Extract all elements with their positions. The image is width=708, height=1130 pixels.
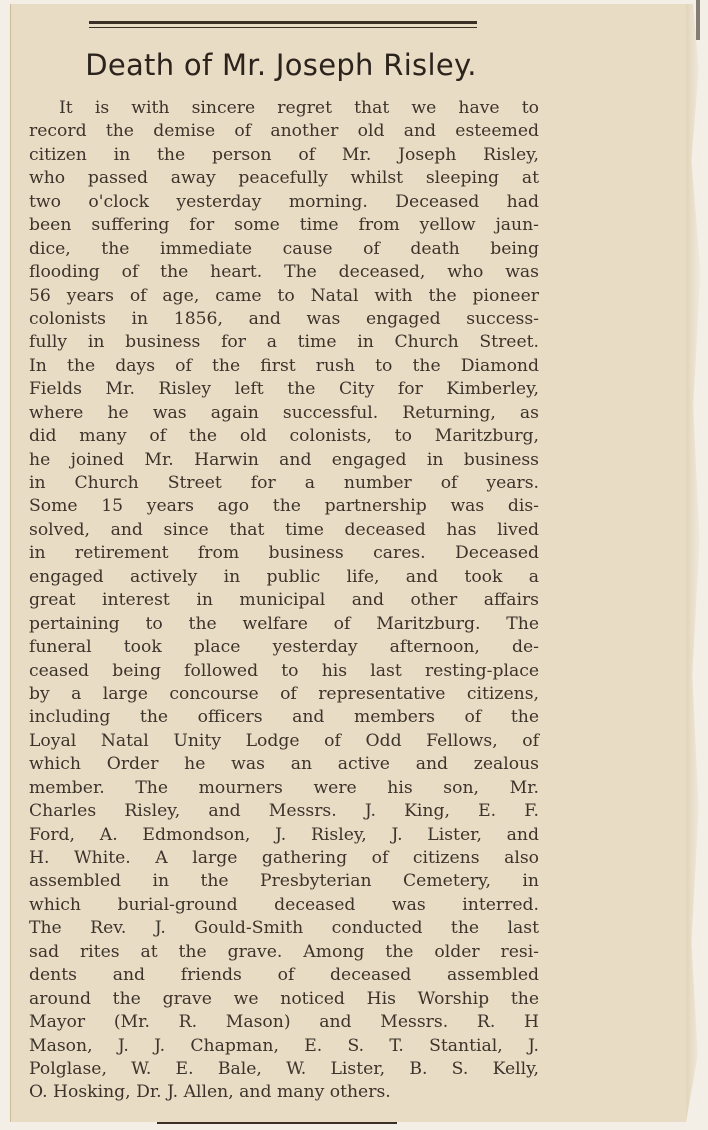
scan-edge-mark xyxy=(696,0,700,40)
article-line: It is with sincere regret that we have to xyxy=(59,98,539,118)
article-line: dice, the immediate cause of death being xyxy=(29,238,539,259)
article-line: citizen in the person of Mr. Joseph Risley, xyxy=(29,144,539,165)
article-line: where he was again successful. Returning, as xyxy=(29,402,539,423)
article-line: Mason, J. J. Chapman, E. S. T. Stantial, J. xyxy=(29,1035,539,1056)
article-line: did many of the old colonists, to Maritzburg, xyxy=(29,426,539,447)
top-rule xyxy=(89,21,477,28)
article-line: fully in business for a time in Church Street. xyxy=(29,332,539,353)
article-line: O. Hosking, Dr. J. Allen, and many others. xyxy=(29,1082,391,1103)
article-line: In the days of the first rush to the Diamond xyxy=(29,355,539,376)
article-line: The Rev. J. Gould-Smith conducted the last xyxy=(29,918,539,939)
article-line: H. White. A large gathering of citizens also xyxy=(29,848,539,868)
article-line: Charles Risley, and Messrs. J. King, E. F. xyxy=(29,801,539,822)
article-line: around the grave we noticed His Worship the xyxy=(29,988,539,1009)
article-line: Fields Mr. Risley left the City for Kimberley, xyxy=(29,379,539,400)
article-line: which Order he was an active and zealous xyxy=(29,754,539,775)
article-line: Polglase, W. E. Bale, W. Lister, B. S. Kelly, xyxy=(29,1058,539,1079)
article-line: ceased being followed to his last resting-place xyxy=(29,660,539,681)
article-line: dents and friends of deceased assembled xyxy=(29,965,539,986)
headline: Death of Mr. Joseph Risley. xyxy=(85,48,477,82)
article-line: sad rites at the grave. Among the older resi- xyxy=(29,941,539,962)
article-line: in retirement from business cares. Deceased xyxy=(29,543,539,564)
article-body xyxy=(29,97,539,1105)
article-line: great interest in municipal and other affairs xyxy=(29,590,539,611)
article-line: two o'clock yesterday morning. Deceased had xyxy=(29,191,539,212)
article-line: been suffering for some time from yellow jaun- xyxy=(29,215,539,236)
article-line: he joined Mr. Harwin and engaged in business xyxy=(29,449,539,470)
article-line: 56 years of age, came to Natal with the pioneer xyxy=(29,285,539,306)
newspaper-clipping xyxy=(10,4,686,1122)
article-line: including the officers and members of the xyxy=(29,707,539,728)
article-line: pertaining to the welfare of Maritzburg. The xyxy=(29,613,539,634)
article-line: which burial-ground deceased was interred. xyxy=(29,894,539,915)
article-line: Loyal Natal Unity Lodge of Odd Fellows, of xyxy=(29,730,539,751)
article-line: solved, and since that time deceased has lived xyxy=(29,519,539,540)
article-line: assembled in the Presbyterian Cemetery, in xyxy=(29,871,539,892)
article-line: flooding of the heart. The deceased, who was xyxy=(29,262,539,283)
bottom-rule xyxy=(157,1122,397,1124)
article-line: in Church Street for a number of years. xyxy=(29,473,539,493)
article-line: funeral took place yesterday afternoon, de- xyxy=(29,637,539,658)
article-line: by a large concourse of representative citizens, xyxy=(29,683,539,704)
article-line: colonists in 1856, and was engaged success- xyxy=(29,308,539,329)
article-line: Mayor (Mr. R. Mason) and Messrs. R. H xyxy=(29,1012,539,1033)
article-line: member. The mourners were his son, Mr. xyxy=(29,777,539,798)
article-line: Ford, A. Edmondson, J. Risley, J. Lister, and xyxy=(29,824,539,845)
article-line: engaged actively in public life, and took a xyxy=(29,566,539,587)
article-line: Some 15 years ago the partnership was dis- xyxy=(29,496,539,517)
article-line: who passed away peacefully whilst sleeping at xyxy=(29,168,539,189)
article-line: record the demise of another old and esteemed xyxy=(29,121,539,142)
